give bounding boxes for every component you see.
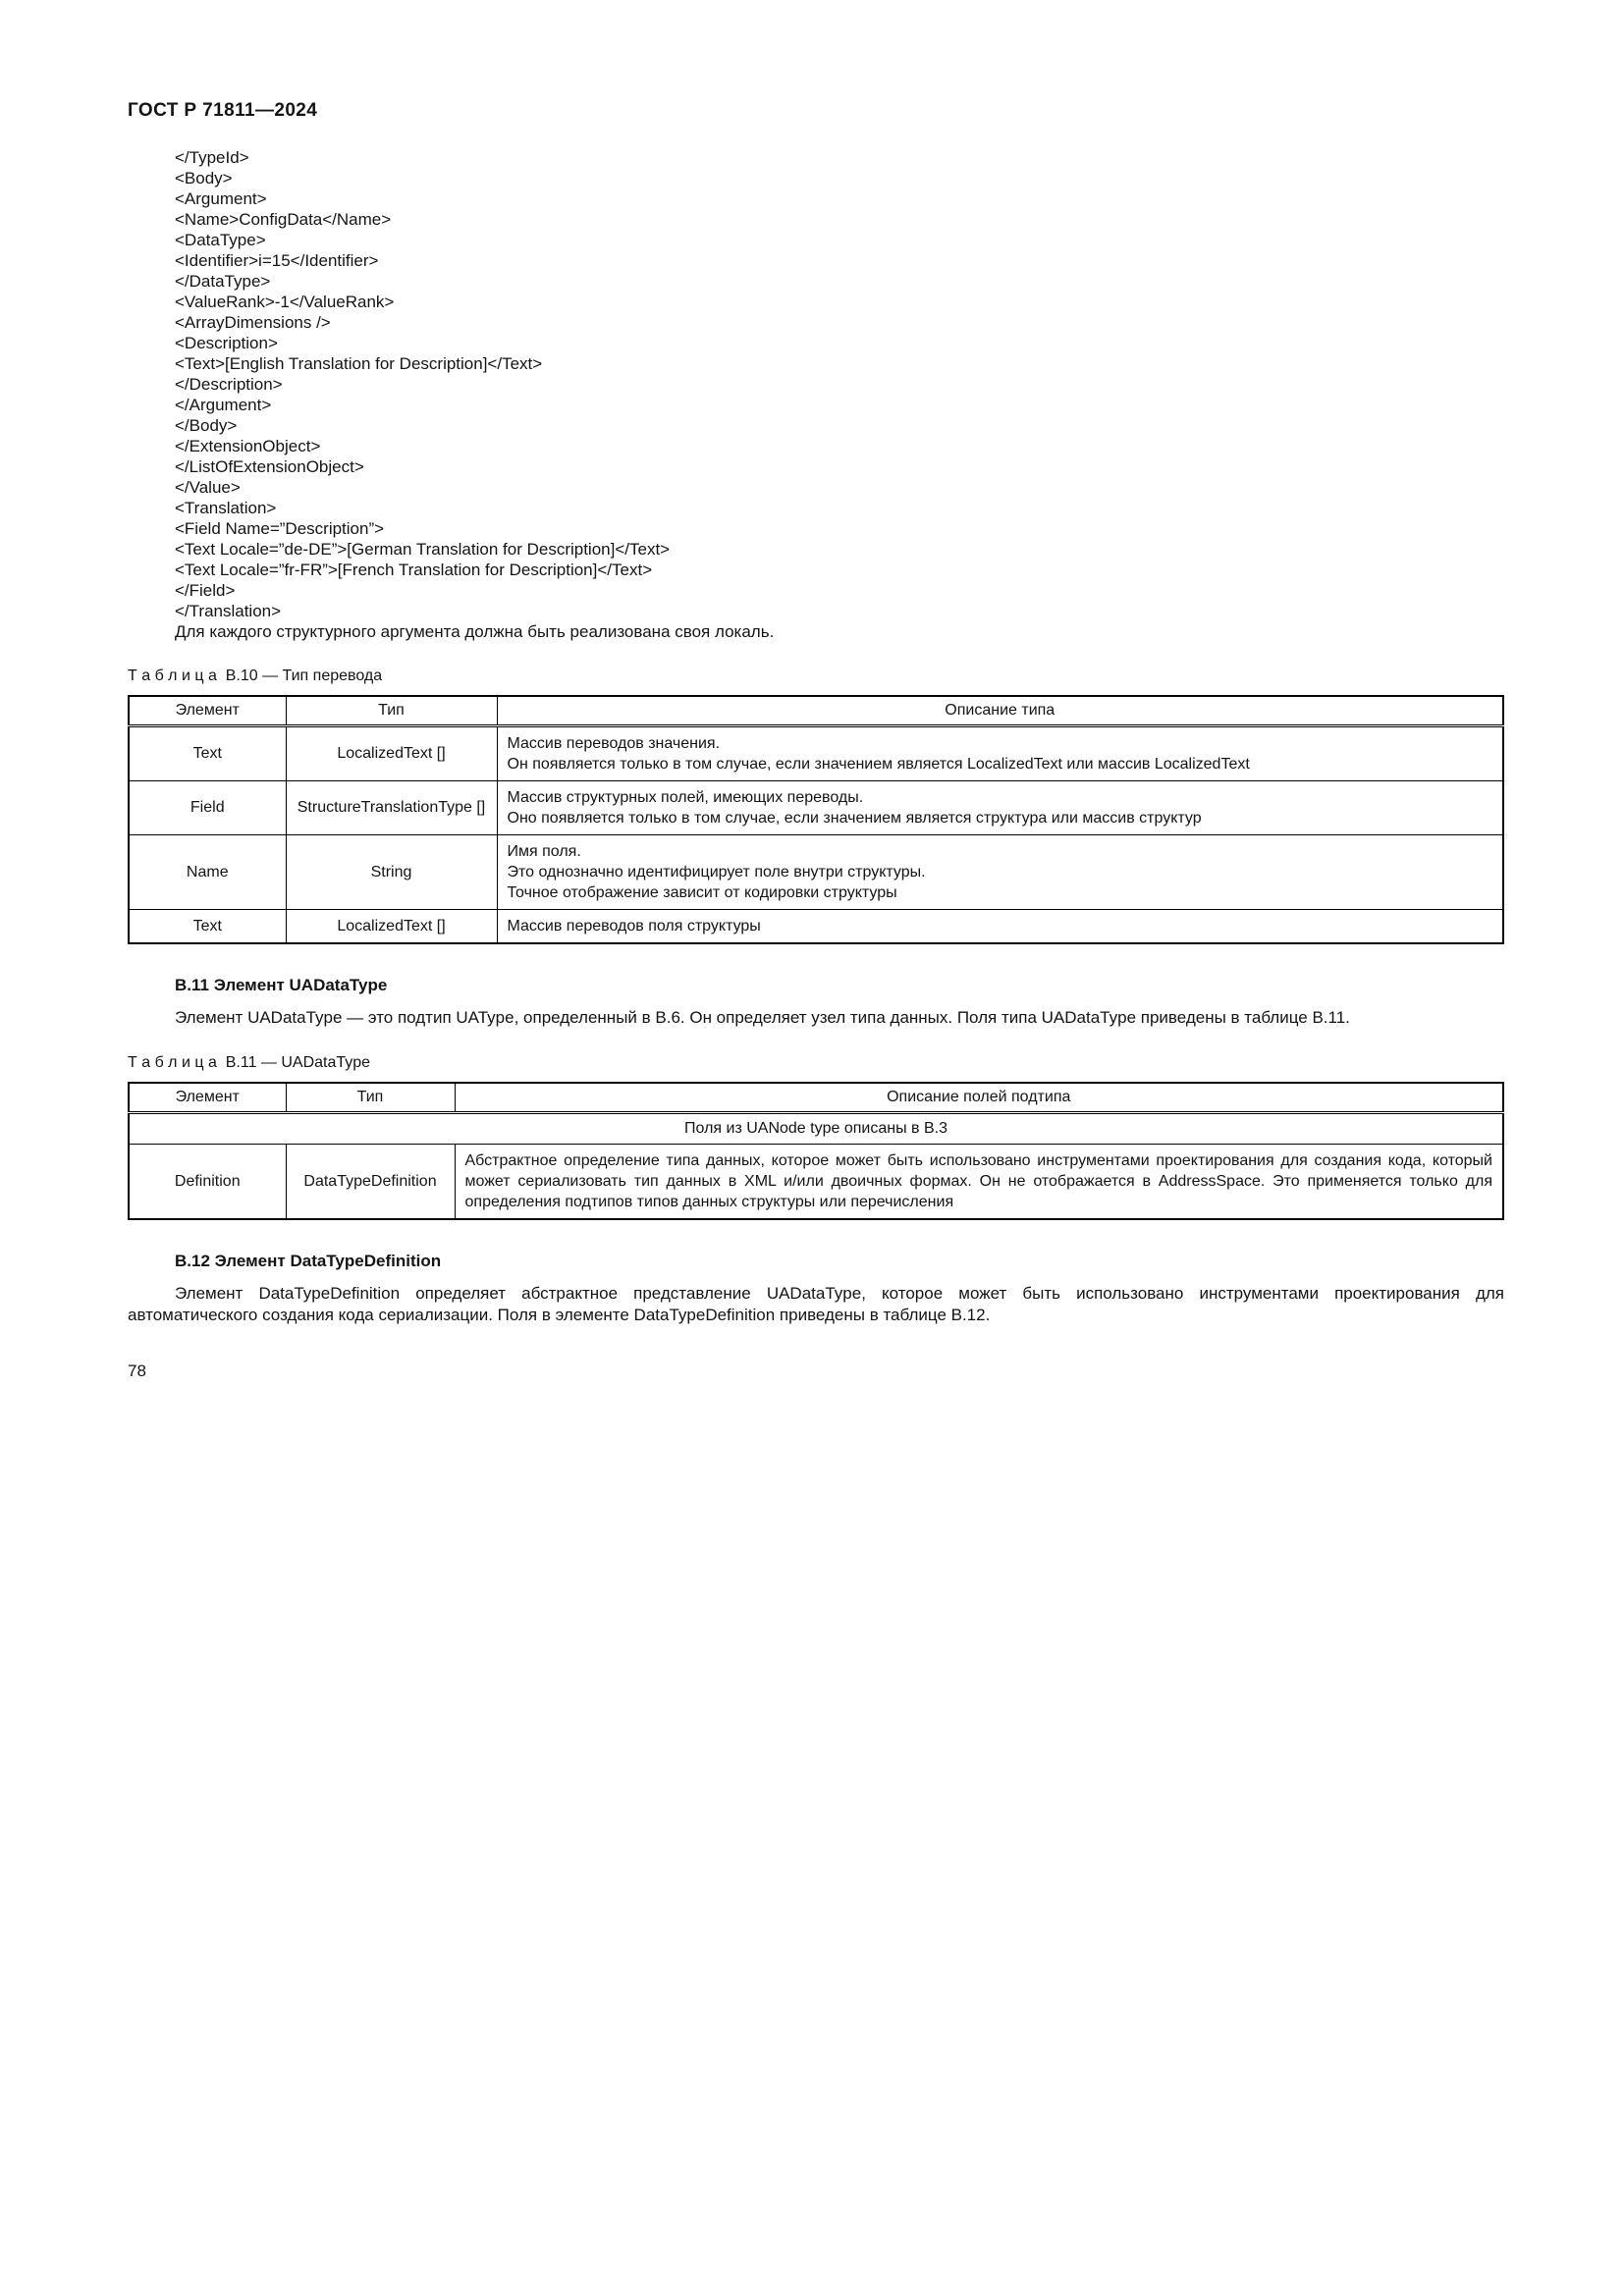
section-b11-paragraph: Элемент UADataType — это подтип UAType, определенный в В.6. Он определяет узел типа данных. Поля типа UADataType приведены в таблице В.11. (175, 1008, 1350, 1027)
column-header-element: Элемент (129, 696, 286, 726)
page-number: 78 (128, 1362, 146, 1380)
cell-description (497, 835, 1503, 910)
column-header-description: Описание полей подтипа (455, 1083, 1503, 1113)
table-span-row (129, 1113, 1503, 1145)
section-b12-paragraph: Элемент DataTypeDefinition определяет абстрактное представление UADataType, которое может быть использовано инструментами проектирования для автоматического создания кода сериализации. Поля в элементе DataTypeDefinition приведены в таблице В.12. (128, 1284, 1504, 1324)
cell-element: Text (129, 910, 286, 944)
code-line: <Body> (175, 169, 233, 187)
cell-description (455, 1145, 1503, 1220)
description-line: Он появляется только в том случае, если значением является LocalizedText или массив LocalizedText (507, 756, 1250, 773)
cell-description (497, 726, 1503, 781)
table-b10-caption: Т а б л и ц а В.10 — Тип перевода (128, 667, 383, 684)
code-line: <Text>[English Translation for Description]</Text> (175, 354, 543, 373)
cell-element: Definition (129, 1145, 286, 1220)
code-line: <Name>ConfigData</Name> (175, 210, 392, 229)
column-header-description: Описание типа (497, 696, 1503, 726)
table-b11-caption: Т а б л и ц а В.11 — UADataType (128, 1054, 371, 1071)
description-line: Оно появляется только в том случае, если значением является структура или массив структур (507, 810, 1202, 827)
code-line: </Argument> (175, 396, 272, 414)
table-row (129, 910, 1503, 944)
cell-element: Name (129, 835, 286, 910)
cell-element: Field (129, 781, 286, 835)
description-line: Это однозначно идентифицирует поле внутри структуры. (507, 864, 926, 881)
code-line: <Description> (175, 334, 278, 352)
code-line: </Body> (175, 416, 238, 435)
column-header-element: Элемент (129, 1083, 286, 1113)
code-line: <Translation> (175, 499, 277, 517)
code-line: </DataType> (175, 272, 271, 291)
code-line: <ValueRank>-1</ValueRank> (175, 293, 395, 311)
code-line: <Field Name=”Description”> (175, 519, 385, 538)
table-row (129, 781, 1503, 835)
code-line: <Argument> (175, 189, 267, 208)
code-line: </TypeId> (175, 148, 249, 167)
code-line: </Value> (175, 478, 241, 497)
description-line: Абстрактное определение типа данных, которое может быть использовано инструментами проектирования для создания кода, который может сериализовать тип данных в XML и/или двоичных формах. Он не отображается в AddressSpace. Это применяется только для определения подтипов типов данных структуры или перечисления (464, 1152, 1492, 1210)
cell-element: Text (129, 726, 286, 781)
cell-description (497, 910, 1503, 944)
table-row (129, 835, 1503, 910)
table-row (129, 726, 1503, 781)
description-line: Массив переводов значения. (507, 735, 721, 752)
description-line: Массив структурных полей, имеющих переводы. (507, 789, 864, 806)
description-line: Точное отображение зависит от кодировки структуры (507, 884, 897, 901)
code-line: <Text Locale=”fr-FR”>[French Translation for Description]</Text> (175, 561, 653, 579)
code-line: </Description> (175, 375, 283, 394)
table-b11 (128, 1082, 1504, 1220)
span-row-text: Поля из UANode type описаны в В.3 (129, 1113, 1503, 1145)
cell-type: String (286, 835, 497, 910)
cell-type: StructureTranslationType [] (286, 781, 497, 835)
xml-code-block (175, 147, 1504, 621)
column-header-type: Тип (286, 696, 497, 726)
table-header-row (129, 1083, 1503, 1113)
code-line: </ListOfExtensionObject> (175, 457, 364, 476)
description-line: Имя поля. (507, 843, 581, 860)
cell-type: LocalizedText [] (286, 726, 497, 781)
table-header-row (129, 696, 1503, 726)
document-header: ГОСТ Р 71811—2024 (128, 100, 318, 121)
code-line: </Translation> (175, 602, 282, 620)
code-line: <ArrayDimensions /> (175, 313, 331, 332)
description-line: Массив переводов поля структуры (507, 918, 761, 934)
cell-description (497, 781, 1503, 835)
code-line: <Text Locale=”de-DE”>[German Translation for Description]</Text> (175, 540, 671, 559)
document-page (128, 0, 1504, 1381)
table-b10 (128, 695, 1504, 944)
code-note: Для каждого структурного аргумента должна быть реализована своя локаль. (175, 622, 775, 641)
table-row (129, 1145, 1503, 1220)
column-header-type: Тип (286, 1083, 455, 1113)
section-b12-heading: В.12 Элемент DataTypeDefinition (175, 1252, 442, 1270)
code-line: <DataType> (175, 231, 266, 249)
code-line: </Field> (175, 581, 236, 600)
code-line: <Identifier>i=15</Identifier> (175, 251, 379, 270)
section-b11-heading: В.11 Элемент UADataType (175, 976, 388, 994)
cell-type: DataTypeDefinition (286, 1145, 455, 1220)
cell-type: LocalizedText [] (286, 910, 497, 944)
code-line: </ExtensionObject> (175, 437, 321, 455)
